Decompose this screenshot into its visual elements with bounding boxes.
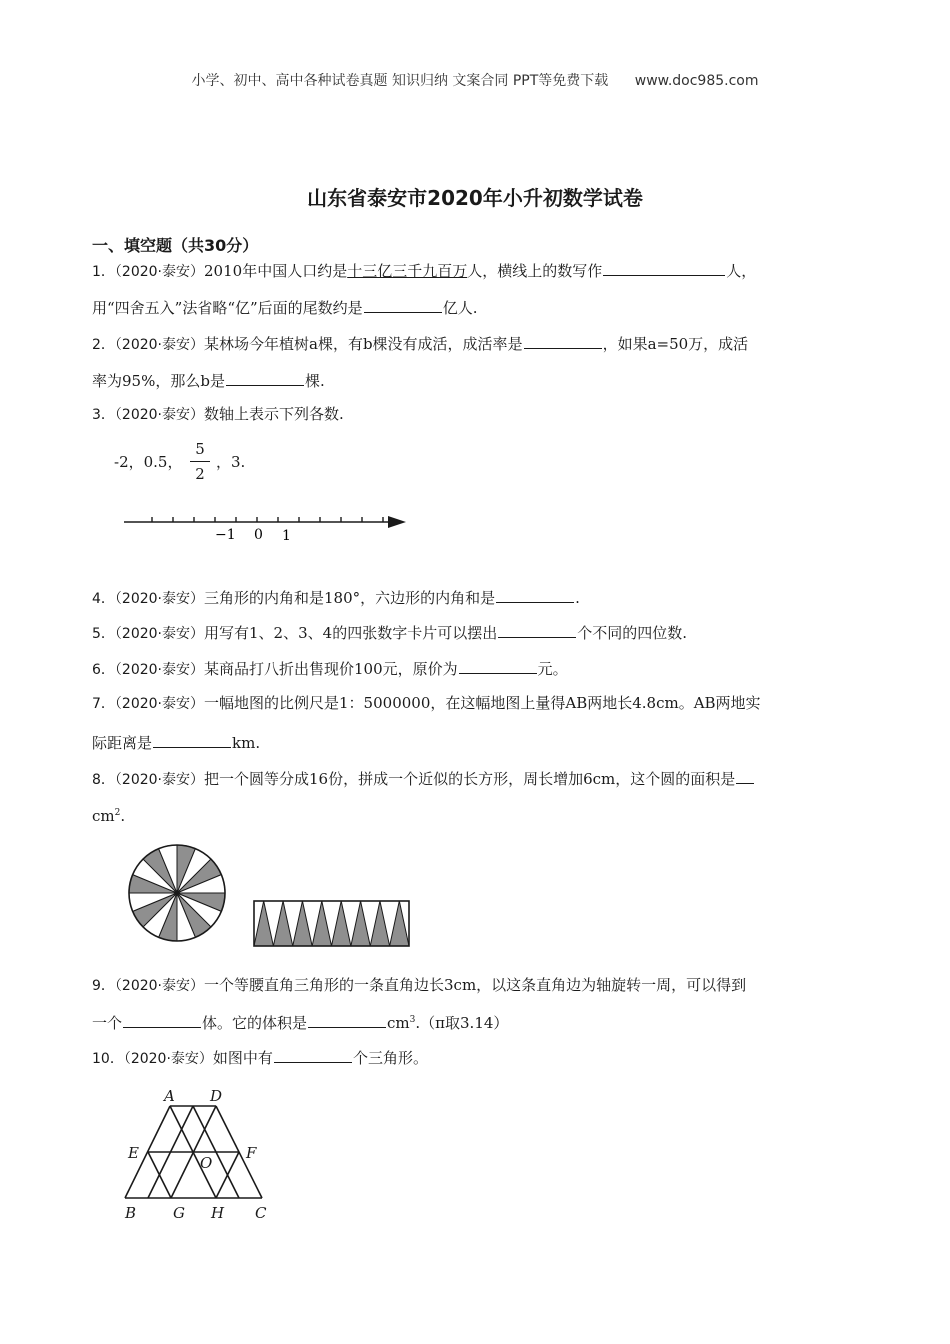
label-C: C: [255, 1204, 267, 1222]
q2-blank-1[interactable]: [524, 332, 602, 349]
q9-blank-2[interactable]: [308, 1011, 386, 1028]
q7-source: （2020·泰安）: [114, 696, 205, 712]
q3-numbers-a: -2，0.5，: [114, 453, 183, 471]
q1-text-a: 2010年中国人口约是: [204, 262, 348, 280]
q8-unit: cm: [92, 807, 115, 825]
q9-source: （2020·泰安）: [114, 978, 205, 994]
label-O: O: [200, 1154, 213, 1172]
q2-line2-end: 棵.: [304, 372, 325, 390]
q1-line2-text: 用“四舍五入”法省略“亿”后面的尾数约是: [92, 299, 363, 317]
rectangle-tooth: [390, 901, 409, 946]
header-note: 小学、初中、高中各种试卷真题 知识归纳 文案合同 PPT等免费下载: [191, 73, 609, 89]
q3-fraction: [190, 440, 210, 483]
q4-end: .: [575, 589, 580, 607]
circle-16-sectors-figure: [123, 838, 233, 948]
label-E: E: [128, 1144, 139, 1162]
label-H: H: [211, 1204, 225, 1222]
q1-source: （2020·泰安）: [114, 264, 205, 280]
q9-line2: [92, 1010, 862, 1033]
q9-blank-1[interactable]: [123, 1011, 201, 1028]
q8-source: （2020·泰安）: [114, 772, 205, 788]
axis-label-1: 1: [282, 528, 291, 544]
q4-source: （2020·泰安）: [114, 591, 205, 607]
q10-source: （2020·泰安）: [123, 1051, 213, 1067]
q4-text: 三角形的内角和是180°，六边形的内角和是: [204, 589, 496, 607]
q8-blank[interactable]: [736, 767, 754, 784]
q7-line2-end: km.: [232, 734, 261, 752]
q1-blank-1[interactable]: [603, 259, 725, 276]
q9-unit: cm: [387, 1014, 410, 1032]
q2-line2: [92, 369, 862, 391]
rectangle-tooth: [351, 901, 370, 946]
q8-line1: [92, 767, 862, 790]
q3-numbers-b: ，3.: [216, 453, 246, 471]
q4-line: [92, 586, 862, 609]
q7-line2-text: 际距离是: [92, 734, 153, 752]
rectangle-tooth: [312, 901, 331, 946]
q5-line: [92, 621, 862, 644]
q9-line2-text-b: 体。它的体积是: [202, 1014, 308, 1032]
q1-line2: [92, 296, 862, 318]
q6-source: （2020·泰安）: [114, 662, 205, 678]
q1-line2-end: 亿人.: [442, 299, 478, 317]
label-D: D: [210, 1087, 223, 1105]
q3-line1: [92, 404, 862, 425]
q10-text: 如图中有: [212, 1049, 273, 1067]
rectangle-tooth: [293, 901, 312, 946]
q10-line: [92, 1046, 862, 1069]
q8-line2: [92, 803, 862, 826]
q5-number: 5．: [92, 626, 115, 642]
q2-line1: [92, 332, 862, 355]
q7-line2: [92, 731, 862, 753]
section-heading: 一、填空题（共30分）: [92, 236, 259, 255]
q3-number: 3．: [92, 407, 115, 423]
q10-end: 个三角形。: [352, 1049, 428, 1067]
page-header: [0, 70, 950, 90]
triangle-trapezoid-figure: [118, 1086, 278, 1236]
label-A: A: [164, 1087, 175, 1105]
label-B: B: [125, 1204, 137, 1222]
q9-line2-text-a: 一个: [92, 1014, 123, 1032]
page-title: 山东省泰安市2020年小升初数学试卷: [307, 186, 643, 210]
q1-blank-2[interactable]: [364, 296, 442, 313]
approx-rectangle-figure: [252, 898, 412, 950]
q3-source: （2020·泰安）: [114, 407, 205, 423]
q1-number: 1．: [92, 264, 115, 280]
q1-text-c: 人，: [726, 262, 757, 280]
q2-number: 2．: [92, 337, 115, 353]
q3-fraction-denominator: 2: [195, 465, 205, 483]
rectangle-tooth: [254, 901, 273, 946]
q9-number: 9．: [92, 978, 115, 994]
q4-blank[interactable]: [496, 586, 574, 603]
q8-unit-sup: 2: [114, 808, 121, 818]
q6-number: 6．: [92, 662, 115, 678]
q3-fraction-numerator: 5: [195, 440, 205, 458]
rectangle-tooth: [273, 901, 292, 946]
q5-blank[interactable]: [498, 621, 576, 638]
q1-text-b: 人，横线上的数写作: [467, 262, 603, 280]
q5-text: 用写有1、2、3、4的四张数字卡片可以摆出: [204, 624, 498, 642]
q2-text-b: ，如果a=50万，成活: [602, 335, 749, 353]
q7-text: 一幅地图的比例尺是1：5000000，在这幅地图上量得AB两地长4.8cm。AB两地实: [204, 694, 761, 712]
axis-label-0: 0: [254, 527, 263, 543]
q6-blank[interactable]: [459, 657, 537, 674]
q10-blank[interactable]: [274, 1046, 352, 1063]
header-site-link[interactable]: www.doc985.com: [634, 73, 759, 89]
q2-line2-text: 率为95%，那么b是: [92, 372, 225, 390]
q7-number: 7．: [92, 696, 115, 712]
q8-text: 把一个圆等分成16份，拼成一个近似的长方形，周长增加6cm，这个圆的面积是: [204, 770, 736, 788]
trapezoid-lines: [125, 1106, 262, 1198]
rectangle-teeth: [254, 901, 409, 946]
q6-text: 某商品打八折出售现价100元，原价为: [204, 660, 458, 678]
axis-label-minus1: −1: [215, 527, 236, 543]
q9-text: 一个等腰直角三角形的一条直角边长3cm，以这条直角边为轴旋转一周，可以得到: [204, 976, 747, 994]
q8-number: 8．: [92, 772, 115, 788]
q9-line2-end: .（π取3.14）: [415, 1014, 509, 1032]
q9-unit-sup: 3: [409, 1015, 416, 1025]
q10-number: 10．: [92, 1051, 124, 1067]
q1-line1: [92, 259, 862, 282]
q6-line: [92, 657, 862, 680]
rectangle-tooth: [332, 901, 351, 946]
q7-line1: [92, 693, 862, 714]
q5-source: （2020·泰安）: [114, 626, 205, 642]
q1-underlined: 十三亿三千九百万: [347, 262, 468, 280]
q6-end: 元。: [537, 660, 568, 678]
number-line-figure: [120, 508, 420, 548]
q3-text: 数轴上表示下列各数.: [204, 405, 344, 423]
number-line-arrow: [388, 516, 406, 528]
q8-end: .: [120, 807, 126, 825]
rectangle-tooth: [370, 901, 389, 946]
q2-blank-2[interactable]: [226, 369, 304, 386]
q9-line1: [92, 975, 862, 996]
q7-blank[interactable]: [153, 731, 231, 748]
q5-end: 个不同的四位数.: [577, 624, 687, 642]
q4-number: 4．: [92, 591, 115, 607]
label-G: G: [173, 1204, 185, 1222]
q2-text-a: 某林场今年植树a棵，有b棵没有成活，成活率是: [204, 335, 523, 353]
label-F: F: [246, 1144, 257, 1162]
q2-source: （2020·泰安）: [114, 337, 205, 353]
